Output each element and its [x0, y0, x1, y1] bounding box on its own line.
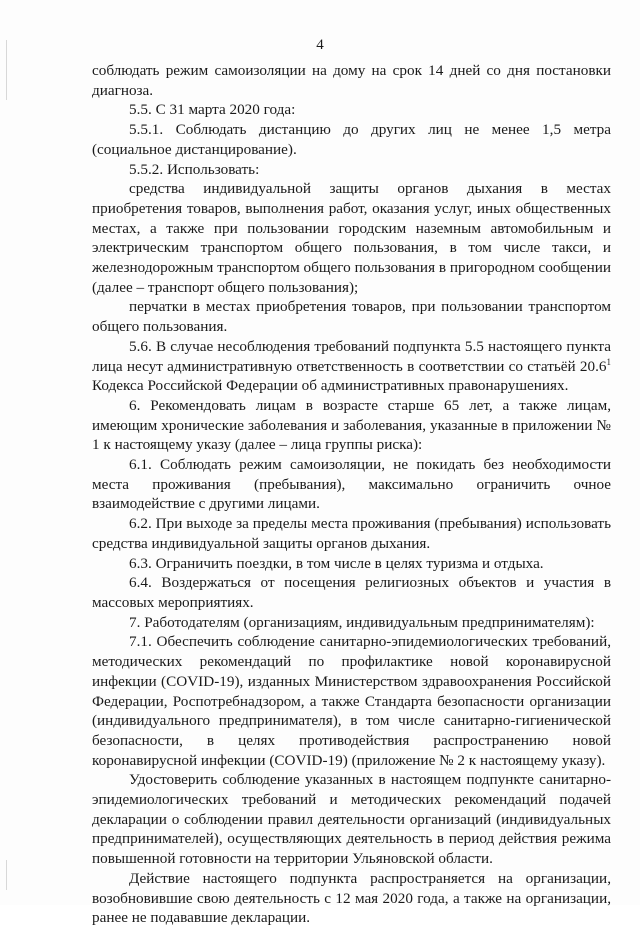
paragraph-6-1: 6.1. Соблюдать режим самоизоляции, не покидать без необходимости места проживания (пребывания), максимально ограничить очное взаимодействие с другими лицами. [92, 456, 611, 513]
paragraph-6-3: 6.3. Ограничить поездки, в том числе в целях туризма и отдыха. [129, 554, 544, 572]
paragraph-6: 6. Рекомендовать лицам в возрасте старше 65 лет, а также лицам, имеющим хронические заболевания и заболевания, указанные в приложении № 1 к настоящему указу (далее – лица группы риска): [92, 396, 611, 454]
paragraph-5-6-tail: Кодекса Российской Федерации об административных правонарушениях. [92, 377, 569, 395]
paragraph-5-5: 5.5. С 31 марта 2020 года: [129, 101, 296, 119]
paragraph-5-6 [92, 337, 611, 396]
paragraph-5-5-2-masks: средства индивидуальной защиты органов дыхания в местах приобретения товаров, выполнения работ, оказания услуг, иных общественных местах, а также при пользовании городским наземным автомобильным и электрическим транспортом общего пользования, в том числе такси, и железнодорожным транспортом общего пользования в пригородном сообщении (далее – транспорт общего пользования); [92, 180, 611, 296]
paragraph-5-5-2-gloves: перчатки в местах приобретения товаров, при пользовании транспортом общего пользования. [92, 298, 611, 336]
document-body [92, 61, 611, 928]
paragraph-5-6-text: 5.6. В случае несоблюдения требований подпункта 5.5 настоящего пункта лица несут административную ответственность в соответствии со статьёй 20.6 [92, 337, 611, 375]
paragraph-7: 7. Работодателям (организациям, индивидуальным предпринимателям): [129, 613, 595, 631]
article-superscript: 1 [606, 356, 611, 367]
paragraph-6-2: 6.2. При выходе за пределы места проживания (пребывания) использовать средства индивидуальной защиты органов дыхания. [92, 515, 611, 552]
paragraph-6-4: 6.4. Воздержаться от посещения религиозных объектов и участия в массовых мероприятиях. [92, 574, 611, 611]
paragraph-5-5-1: 5.5.1. Соблюдать дистанцию до других лиц не менее 1,5 метра (социальное дистанцирование). [92, 121, 611, 158]
paragraph-7-1-scope: Действие настоящего подпункта распространяется на организации, возобновившие свою деятельность с 12 мая 2020 года, а также на организации, ранее не подававшие декларации. [92, 869, 611, 927]
paragraph-5-5-2: 5.5.2. Использовать: [129, 160, 260, 178]
paragraph-7-1: 7.1. Обеспечить соблюдение санитарно-эпидемиологических требований, методических рекомендаций по профилактике новой коронавирусной инфекции (COVID-19), изданных Министерством здравоохранения Российской Федерации, Роспотребнадзором, а также Стандарта безопасности организации (индивидуального предпринимателя), в том числе санитарно-гигиенической безопасности, в целях противодействия распространению новой коронавирусной инфекции (COVID-19) (приложение № 2 к настоящему указу). [92, 633, 611, 769]
scan-margin-mark [6, 860, 7, 890]
paragraph-7-1-declaration: Удостоверить соблюдение указанных в настоящем подпункте санитарно-эпидемиологических требований и методических рекомендаций подачей декларации о соблюдении правил деятельности организаций (индивидуальных предпринимателей), осуществляющих деятельность в период действия режима повышенной готовности на территории Ульяновской области. [92, 771, 611, 868]
page-number: 4 [316, 37, 324, 53]
paragraph-continuation: соблюдать режим самоизоляции на дому на срок 14 дней со дня постановки диагноза. [92, 62, 611, 99]
